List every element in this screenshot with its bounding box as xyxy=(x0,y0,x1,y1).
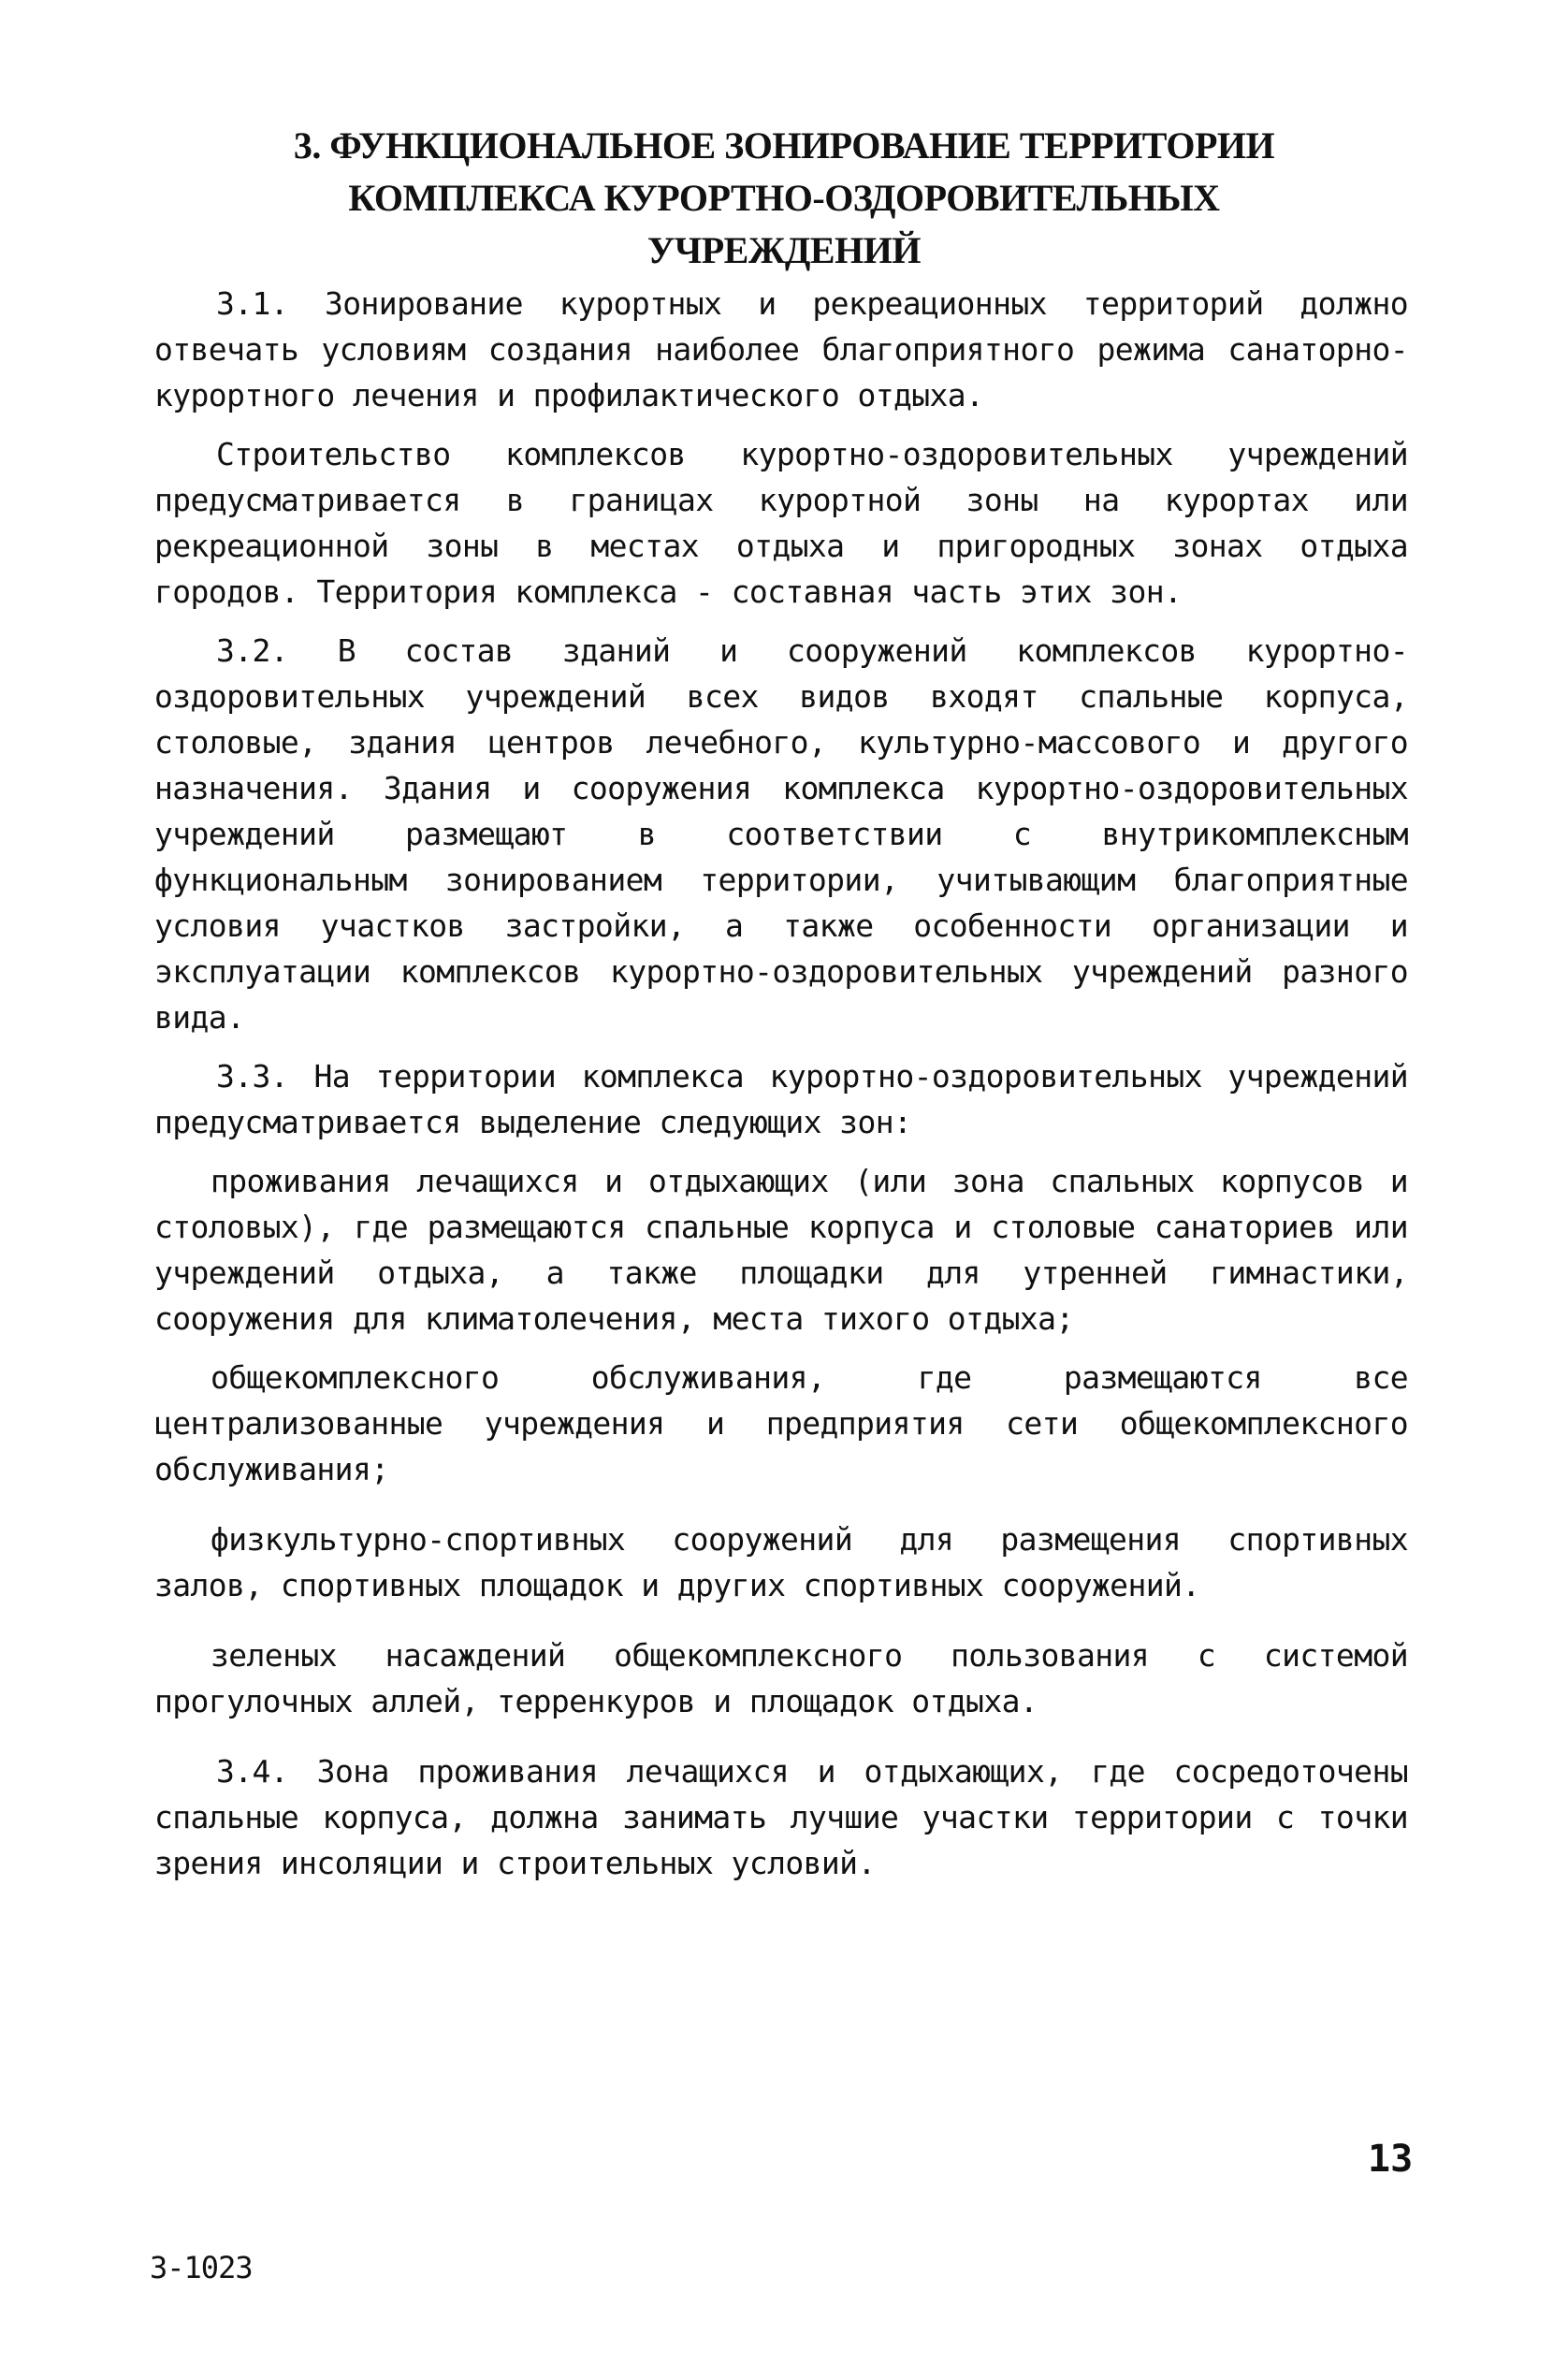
paragraph-3-3: 3.3. На территории комплекса курортно-оздоровительных учреждений предусматривается выделение следующих зон: xyxy=(154,1058,1408,1140)
list-item-service-zone: общекомплексного обслуживания, где размещаются все централизованные учреждения и предприятия сети общекомплексного обслуживания; xyxy=(154,1359,1408,1487)
section-heading xyxy=(187,120,1381,277)
section-body xyxy=(154,281,1408,1899)
document-code: 3-1023 xyxy=(150,2250,253,2285)
list-item-sports-zone: физкультурно-спортивных сооружений для размещения спортивных залов, спортивных площадок и других спортивных сооружений. xyxy=(154,1521,1408,1603)
paragraph-3-2: 3.2. В состав зданий и сооружений комплексов курортно-оздоровительных учреждений всех видов входят спальные корпуса, столовые, здания центров лечебного, культурно-массового и другого назначения. Здания и сооружения комплекса курортно-оздоровительных учреждений размещают в соответствии с внутрикомплексным функциональным зонированием территории, учитывающим благоприятные условия участков застройки, а также особенности организации и эксплуатации комплексов курортно-оздоровительных учреждений разного вида. xyxy=(154,632,1408,1036)
heading-line-3: УЧРЕЖДЕНИЙ xyxy=(647,229,921,271)
page-number: 13 xyxy=(1368,2138,1414,2181)
list-item-residence-zone: проживания лечащихся и отдыхающих (или зона спальных корпусов и столовых), где размещаются спальные корпуса и столовые санаториев или учреждений отдыха, а также площадки для утренней гимнастики, сооружения для климатолечения, места тихого отдыха; xyxy=(154,1163,1408,1337)
list-item-green-zone: зеленых насаждений общекомплексного пользования с системой прогулочных аллей, терренкуров и площадок отдыха. xyxy=(154,1637,1408,1719)
paragraph-3-1: 3.1. Зонирование курортных и рекреационных территорий должно отвечать условиям создания наиболее благоприятного режима санаторно-курортного лечения и профилактического отдыха. xyxy=(154,285,1408,413)
paragraph-3-4: 3.4. Зона проживания лечащихся и отдыхающих, где сосредоточены спальные корпуса, должна занимать лучшие участки территории с точки зрения инсоляции и строительных условий. xyxy=(154,1753,1408,1881)
heading-line-1: 3. ФУНКЦИОНАЛЬНОЕ ЗОНИРОВАНИЕ ТЕРРИТОРИИ xyxy=(293,124,1275,167)
heading-line-2: КОМПЛЕКСА КУРОРТНО-ОЗДОРОВИТЕЛЬНЫХ xyxy=(348,177,1220,219)
paragraph-construction: Строительство комплексов курортно-оздоровительных учреждений предусматривается в границах курортной зоны на курортах или рекреационной зоны в местах отдыха и пригородных зонах отдыха городов. Территория комплекса - составная часть этих зон. xyxy=(154,436,1408,610)
